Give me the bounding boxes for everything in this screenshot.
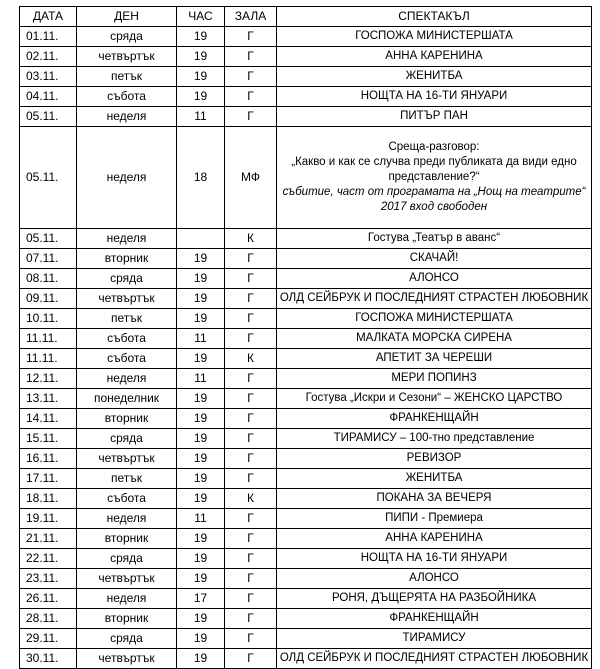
- date-cell: 14.11.: [20, 409, 77, 429]
- hour-cell: 19: [177, 47, 225, 67]
- date-cell: 15.11.: [20, 429, 77, 449]
- day-cell: вторник: [77, 409, 177, 429]
- hour-cell: 19: [177, 27, 225, 47]
- hour-cell: 19: [177, 289, 225, 309]
- hour-cell: 19: [177, 549, 225, 569]
- show-line: събитие, част от програмата на „Нощ на театрите“: [282, 186, 586, 198]
- hall-cell: К: [225, 349, 277, 369]
- hall-cell: Г: [225, 269, 277, 289]
- table-row: [20, 87, 592, 107]
- table-row: [20, 429, 592, 449]
- hall-cell: Г: [225, 389, 277, 409]
- date-cell: 22.11.: [20, 549, 77, 569]
- show-cell: СКАЧАЙ!: [277, 249, 592, 269]
- table-row: [20, 349, 592, 369]
- schedule-container: [19, 6, 592, 669]
- hall-cell: Г: [225, 309, 277, 329]
- table-row: [20, 549, 592, 569]
- table-row: [20, 469, 592, 489]
- date-cell: 05.11.: [20, 229, 77, 249]
- day-cell: неделя: [77, 509, 177, 529]
- table-row: [20, 369, 592, 389]
- show-line: представление?“: [388, 171, 480, 183]
- date-cell: 07.11.: [20, 249, 77, 269]
- hour-cell: 19: [177, 449, 225, 469]
- hall-cell: Г: [225, 27, 277, 47]
- hour-cell: 11: [177, 329, 225, 349]
- day-cell: сряда: [77, 429, 177, 449]
- show-cell: Гостува „Театър в аванс“: [277, 229, 592, 249]
- show-cell: НОЩТА НА 16-ТИ ЯНУАРИ: [277, 87, 592, 107]
- day-cell: сряда: [77, 27, 177, 47]
- table-row: [20, 127, 592, 229]
- header-hall: ЗАЛА: [225, 7, 277, 27]
- table-row: [20, 47, 592, 67]
- hall-cell: Г: [225, 47, 277, 67]
- date-cell: 13.11.: [20, 389, 77, 409]
- hour-cell: 19: [177, 629, 225, 649]
- day-cell: четвъртък: [77, 649, 177, 669]
- date-cell: 05.11.: [20, 107, 77, 127]
- hour-cell: 11: [177, 107, 225, 127]
- hour-cell: 19: [177, 309, 225, 329]
- hour-cell: 19: [177, 409, 225, 429]
- date-cell: 29.11.: [20, 629, 77, 649]
- date-cell: 11.11.: [20, 349, 77, 369]
- hour-cell: 19: [177, 469, 225, 489]
- hall-cell: Г: [225, 629, 277, 649]
- show-cell: АННА КАРЕНИНА: [277, 47, 592, 67]
- table-row: [20, 27, 592, 47]
- date-cell: 09.11.: [20, 289, 77, 309]
- show-cell: АЛОНСО: [277, 569, 592, 589]
- hour-cell: 11: [177, 509, 225, 529]
- header-day: ДЕН: [77, 7, 177, 27]
- day-cell: вторник: [77, 529, 177, 549]
- hall-cell: К: [225, 229, 277, 249]
- show-cell: ПОКАНА ЗА ВЕЧЕРЯ: [277, 489, 592, 509]
- hour-cell: 17: [177, 589, 225, 609]
- hall-cell: Г: [225, 329, 277, 349]
- day-cell: петък: [77, 469, 177, 489]
- show-cell: ПИТЪР ПАН: [277, 107, 592, 127]
- hour-cell: 18: [177, 127, 225, 229]
- table-row: [20, 589, 592, 609]
- hour-cell: 19: [177, 249, 225, 269]
- table-row: [20, 249, 592, 269]
- hall-cell: Г: [225, 249, 277, 269]
- table-row: [20, 629, 592, 649]
- show-cell: ЖЕНИТБА: [277, 469, 592, 489]
- hour-cell: 19: [177, 569, 225, 589]
- hour-cell: 19: [177, 489, 225, 509]
- show-cell: ОЛД СЕЙБРУК И ПОСЛЕДНИЯТ СТРАСТЕН ЛЮБОВНИК: [277, 289, 592, 309]
- date-cell: 17.11.: [20, 469, 77, 489]
- day-cell: петък: [77, 67, 177, 87]
- show-line: 2017 вход свободен: [380, 201, 488, 213]
- date-cell: 26.11.: [20, 589, 77, 609]
- day-cell: четвъртък: [77, 47, 177, 67]
- day-cell: събота: [77, 489, 177, 509]
- show-cell: АПЕТИТ ЗА ЧЕРЕШИ: [277, 349, 592, 369]
- hour-cell: 19: [177, 87, 225, 107]
- day-cell: четвъртък: [77, 449, 177, 469]
- day-cell: събота: [77, 349, 177, 369]
- table-row: [20, 489, 592, 509]
- hall-cell: Г: [225, 409, 277, 429]
- show-cell: ЖЕНИТБА: [277, 67, 592, 87]
- day-cell: сряда: [77, 269, 177, 289]
- show-cell: ГОСПОЖА МИНИСТЕРШАТА: [277, 309, 592, 329]
- hall-cell: Г: [225, 107, 277, 127]
- hall-cell: Г: [225, 369, 277, 389]
- date-cell: 12.11.: [20, 369, 77, 389]
- hall-cell: Г: [225, 67, 277, 87]
- hall-cell: МФ: [225, 127, 277, 229]
- day-cell: сряда: [77, 549, 177, 569]
- hour-cell: 19: [177, 389, 225, 409]
- day-cell: неделя: [77, 107, 177, 127]
- table-row: [20, 229, 592, 249]
- hall-cell: Г: [225, 87, 277, 107]
- show-cell: МЕРИ ПОПИНЗ: [277, 369, 592, 389]
- table-row: [20, 67, 592, 87]
- hour-cell: 19: [177, 429, 225, 449]
- hall-cell: Г: [225, 609, 277, 629]
- show-cell: МАЛКАТА МОРСКА СИРЕНА: [277, 329, 592, 349]
- date-cell: 08.11.: [20, 269, 77, 289]
- show-cell: [277, 127, 592, 229]
- day-cell: събота: [77, 329, 177, 349]
- show-cell: ФРАНКЕНЩАЙН: [277, 409, 592, 429]
- day-cell: четвъртък: [77, 569, 177, 589]
- day-cell: събота: [77, 87, 177, 107]
- date-cell: 10.11.: [20, 309, 77, 329]
- day-cell: понеделник: [77, 389, 177, 409]
- show-cell: РОНЯ, ДЪЩЕРЯТА НА РАЗБОЙНИКА: [277, 589, 592, 609]
- table-row: [20, 569, 592, 589]
- hour-cell: 19: [177, 609, 225, 629]
- hall-cell: Г: [225, 429, 277, 449]
- show-cell: ПИПИ - Премиера: [277, 509, 592, 529]
- show-cell: ТИРАМИСУ – 100-тно представление: [277, 429, 592, 449]
- show-cell: ТИРАМИСУ: [277, 629, 592, 649]
- schedule-table: [19, 6, 592, 669]
- date-cell: 30.11.: [20, 649, 77, 669]
- date-cell: 23.11.: [20, 569, 77, 589]
- table-row: [20, 107, 592, 127]
- hour-cell: 19: [177, 529, 225, 549]
- show-cell: НОЩТА НА 16-ТИ ЯНУАРИ: [277, 549, 592, 569]
- day-cell: вторник: [77, 249, 177, 269]
- show-cell: Гостува „Искри и Сезони“ – ЖЕНСКО ЦАРСТВО: [277, 389, 592, 409]
- date-cell: 05.11.: [20, 127, 77, 229]
- hour-cell: 11: [177, 369, 225, 389]
- hall-cell: Г: [225, 509, 277, 529]
- table-row: [20, 389, 592, 409]
- date-cell: 16.11.: [20, 449, 77, 469]
- day-cell: неделя: [77, 589, 177, 609]
- show-cell: РЕВИЗОР: [277, 449, 592, 469]
- show-cell: ГОСПОЖА МИНИСТЕРШАТА: [277, 27, 592, 47]
- show-cell: ФРАНКЕНЩАЙН: [277, 609, 592, 629]
- table-row: [20, 289, 592, 309]
- day-cell: четвъртък: [77, 289, 177, 309]
- day-cell: неделя: [77, 127, 177, 229]
- show-line: Среща-разговор:: [388, 141, 480, 153]
- header-hour: ЧАС: [177, 7, 225, 27]
- table-row: [20, 449, 592, 469]
- hall-cell: Г: [225, 649, 277, 669]
- schedule-body: [20, 27, 592, 669]
- hour-cell: 19: [177, 269, 225, 289]
- date-cell: 18.11.: [20, 489, 77, 509]
- show-cell: АННА КАРЕНИНА: [277, 529, 592, 549]
- day-cell: петък: [77, 309, 177, 329]
- day-cell: неделя: [77, 229, 177, 249]
- date-cell: 01.11.: [20, 27, 77, 47]
- date-cell: 02.11.: [20, 47, 77, 67]
- hour-cell: 19: [177, 649, 225, 669]
- date-cell: 19.11.: [20, 509, 77, 529]
- hall-cell: К: [225, 489, 277, 509]
- hour-cell: 19: [177, 349, 225, 369]
- day-cell: неделя: [77, 369, 177, 389]
- table-row: [20, 269, 592, 289]
- header-date: ДАТА: [20, 7, 77, 27]
- date-cell: 21.11.: [20, 529, 77, 549]
- table-row: [20, 609, 592, 629]
- show-line: „Какво и как се случва преди публиката да види едно: [291, 156, 577, 168]
- table-row: [20, 409, 592, 429]
- date-cell: 11.11.: [20, 329, 77, 349]
- show-cell: ОЛД СЕЙБРУК И ПОСЛЕДНИЯТ СТРАСТЕН ЛЮБОВНИК: [277, 649, 592, 669]
- table-row: [20, 309, 592, 329]
- show-cell: АЛОНСО: [277, 269, 592, 289]
- day-cell: вторник: [77, 609, 177, 629]
- header-row: [20, 7, 592, 27]
- hall-cell: Г: [225, 569, 277, 589]
- table-row: [20, 329, 592, 349]
- hour-cell: [177, 229, 225, 249]
- hall-cell: Г: [225, 289, 277, 309]
- date-cell: 03.11.: [20, 67, 77, 87]
- hall-cell: Г: [225, 449, 277, 469]
- hall-cell: Г: [225, 529, 277, 549]
- hall-cell: Г: [225, 549, 277, 569]
- hour-cell: 19: [177, 67, 225, 87]
- hall-cell: Г: [225, 589, 277, 609]
- table-row: [20, 509, 592, 529]
- hall-cell: Г: [225, 469, 277, 489]
- table-row: [20, 529, 592, 549]
- date-cell: 28.11.: [20, 609, 77, 629]
- header-show: СПЕКТАКЪЛ: [277, 7, 592, 27]
- day-cell: сряда: [77, 629, 177, 649]
- date-cell: 04.11.: [20, 87, 77, 107]
